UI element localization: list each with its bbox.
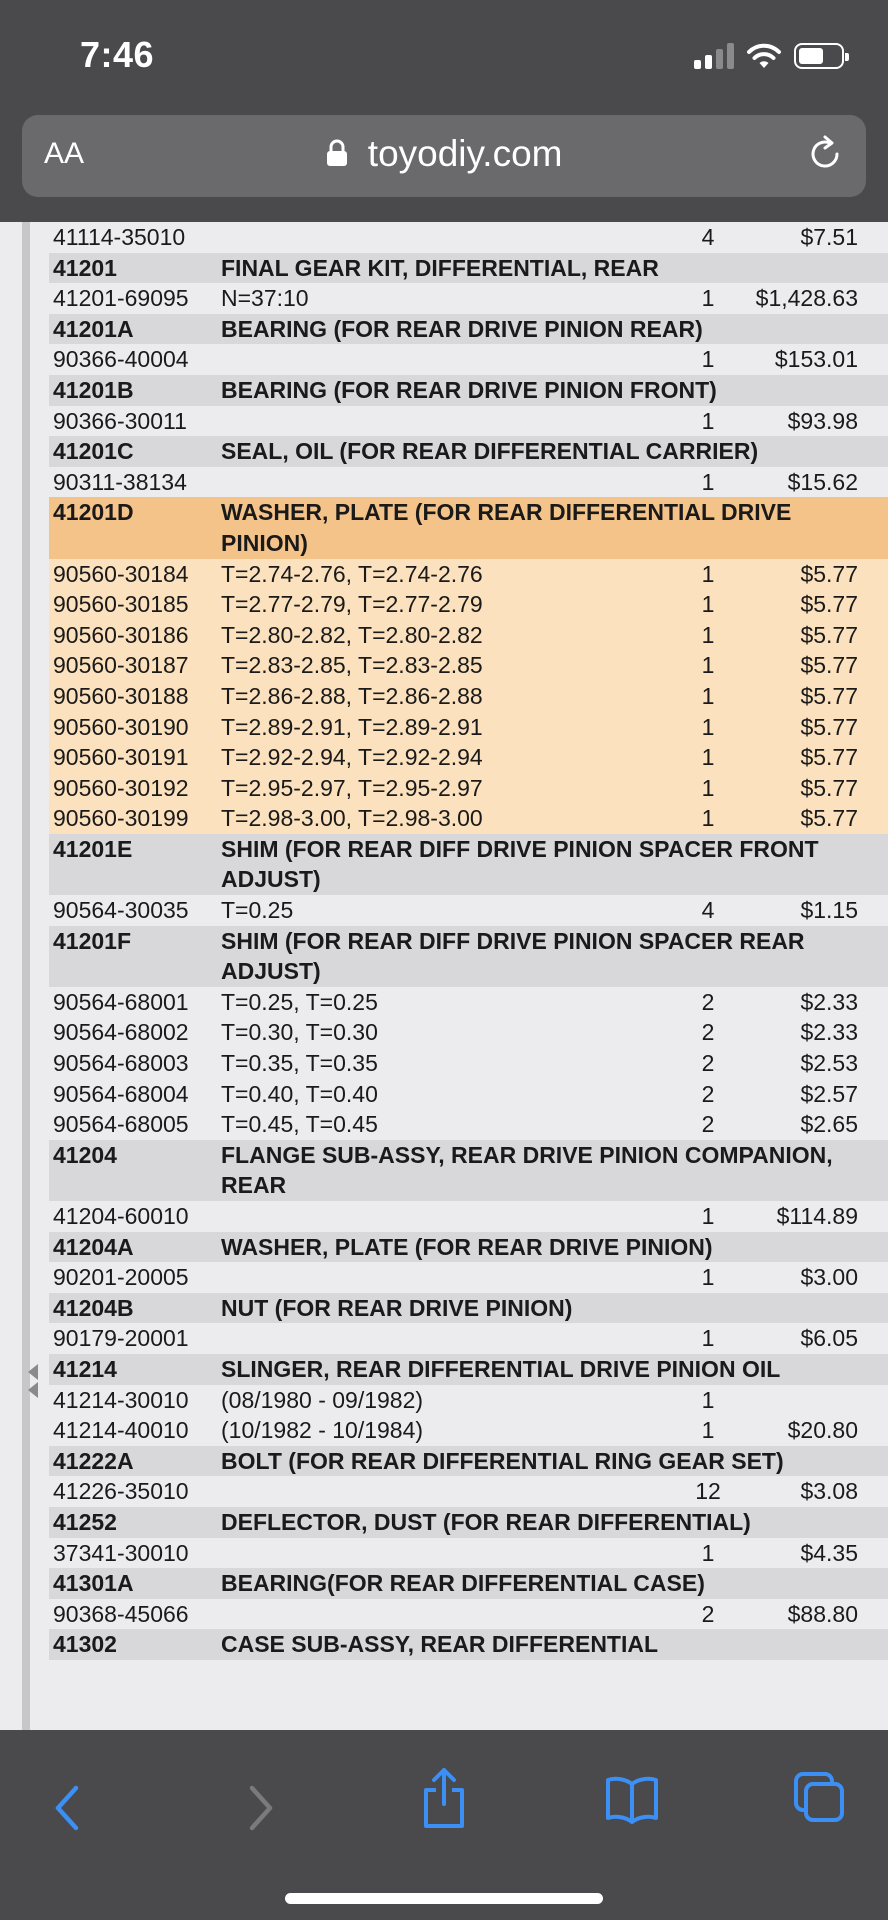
part-description	[221, 1476, 683, 1507]
part-quantity: 1	[701, 1417, 715, 1444]
part-number[interactable]: 41201-69095	[53, 285, 189, 312]
part-row[interactable]	[49, 559, 888, 590]
part-price: $3.00	[800, 1264, 858, 1291]
part-description: T=2.86-2.88, T=2.86-2.88	[221, 682, 483, 709]
part-price: $15.62	[787, 468, 858, 495]
group-description: SLINGER, REAR DIFFERENTIAL DRIVE PINION OIL	[221, 1355, 781, 1382]
part-description: T=0.30, T=0.30	[221, 1019, 378, 1046]
group-description: SHIM (FOR REAR DIFF DRIVE PINION SPACER REAR ADJUST)	[221, 927, 805, 985]
part-description: T=2.74-2.76, T=2.74-2.76	[221, 560, 483, 587]
part-row[interactable]	[49, 222, 888, 253]
group-description: DEFLECTOR, DUST (FOR REAR DIFFERENTIAL)	[221, 1508, 751, 1535]
part-description: T=2.92-2.94, T=2.92-2.94	[221, 744, 483, 771]
part-quantity: 4	[701, 897, 715, 924]
home-indicator	[285, 1893, 603, 1904]
part-price: $5.77	[800, 682, 858, 709]
part-quantity: 1	[701, 1264, 715, 1291]
part-description: T=2.80-2.82, T=2.80-2.82	[221, 621, 483, 648]
group-ref-number: 41252	[53, 1508, 117, 1535]
part-number[interactable]: 90564-68004	[53, 1080, 189, 1107]
group-description: WASHER, PLATE (FOR REAR DRIVE PINION)	[221, 1233, 713, 1260]
group-ref-number: 41201B	[53, 376, 134, 403]
part-quantity: 1	[701, 407, 715, 434]
aa-label: AA	[44, 137, 85, 170]
group-description: BEARING(FOR REAR DIFFERENTIAL CASE)	[221, 1570, 705, 1597]
part-row[interactable]	[49, 773, 888, 804]
lock-icon	[326, 139, 348, 167]
part-row[interactable]	[49, 406, 888, 437]
part-number[interactable]: 90560-30191	[53, 744, 189, 771]
part-quantity: 2	[701, 988, 715, 1015]
reload-icon[interactable]	[804, 133, 846, 175]
part-number[interactable]: 90560-30199	[53, 805, 189, 832]
part-quantity: 1	[701, 468, 715, 495]
part-price: $2.33	[800, 1019, 858, 1046]
group-description: FINAL GEAR KIT, DIFFERENTIAL, REAR	[221, 254, 659, 281]
url-text: toyodiy.com	[367, 133, 563, 174]
part-row[interactable]	[49, 1048, 888, 1079]
part-number[interactable]: 41214-40010	[53, 1417, 189, 1444]
group-description: WASHER, PLATE (FOR REAR DIFFERENTIAL DRIVE PINION)	[221, 499, 792, 556]
part-price	[733, 1385, 888, 1416]
bookmarks-icon[interactable]	[604, 1774, 660, 1824]
part-price: $7.51	[800, 224, 858, 250]
status-bar	[0, 0, 888, 110]
part-row[interactable]	[49, 1262, 888, 1293]
part-description: T=0.25, T=0.25	[221, 988, 378, 1015]
part-number[interactable]: 41226-35010	[53, 1478, 189, 1505]
part-description	[221, 344, 683, 375]
group-ref-number: 41201A	[53, 315, 134, 342]
signal-icon	[694, 43, 734, 69]
group-header-row[interactable]	[49, 926, 888, 987]
part-row[interactable]	[49, 344, 888, 375]
part-price: $5.77	[800, 591, 858, 618]
part-number[interactable]: 90564-68001	[53, 988, 189, 1015]
part-description: T=2.83-2.85, T=2.83-2.85	[221, 652, 483, 679]
group-description: BEARING (FOR REAR DRIVE PINION FRONT)	[221, 376, 717, 403]
part-price: $1,428.63	[755, 285, 858, 312]
part-description	[221, 406, 683, 437]
part-number[interactable]: 90560-30190	[53, 713, 189, 740]
part-row[interactable]	[49, 467, 888, 498]
group-header-row[interactable]	[49, 314, 888, 345]
part-row[interactable]	[49, 712, 888, 743]
part-price: $93.98	[787, 407, 858, 434]
part-price: $5.77	[800, 560, 858, 587]
part-number[interactable]: 90366-30011	[53, 407, 187, 434]
group-ref-number: 41204	[53, 1141, 117, 1168]
part-number[interactable]: 90560-30192	[53, 774, 189, 801]
part-row[interactable]	[49, 1017, 888, 1048]
part-row[interactable]	[49, 987, 888, 1018]
part-price: $5.77	[800, 621, 858, 648]
part-price: $20.80	[787, 1417, 858, 1444]
part-quantity: 4	[701, 224, 715, 250]
left-rail	[0, 222, 30, 1730]
part-description	[221, 1201, 683, 1232]
part-quantity: 2	[701, 1019, 715, 1046]
part-number[interactable]: 90560-30186	[53, 621, 189, 648]
part-quantity: 1	[701, 1539, 715, 1566]
group-ref-number: 41201E	[53, 835, 133, 862]
group-ref-number: 41201D	[53, 499, 134, 526]
part-row[interactable]	[49, 895, 888, 926]
part-price: $5.77	[800, 774, 858, 801]
part-quantity: 1	[701, 713, 715, 740]
part-row[interactable]	[49, 589, 888, 620]
wifi-icon	[746, 42, 782, 70]
part-row[interactable]	[49, 1538, 888, 1569]
group-header-row[interactable]	[49, 436, 888, 467]
tabs-icon[interactable]	[792, 1770, 846, 1824]
part-price: $88.80	[787, 1600, 858, 1627]
group-ref-number: 41222A	[53, 1447, 134, 1474]
part-description: T=0.45, T=0.45	[221, 1111, 378, 1138]
group-header-row[interactable]	[49, 1629, 888, 1660]
part-quantity: 2	[701, 1080, 715, 1107]
part-number[interactable]: 90564-30035	[53, 897, 189, 924]
part-description	[221, 1323, 683, 1354]
status-time: 7:46	[80, 34, 155, 75]
url-field[interactable]	[22, 133, 866, 175]
part-quantity: 1	[701, 591, 715, 618]
group-ref-number: 41201C	[53, 438, 134, 465]
back-icon[interactable]	[48, 1780, 88, 1836]
group-description: SHIM (FOR REAR DIFF DRIVE PINION SPACER FRONT ADJUST)	[221, 835, 819, 893]
part-row[interactable]	[49, 1385, 888, 1416]
group-ref-number: 41301A	[53, 1570, 134, 1597]
group-header-row[interactable]	[49, 834, 888, 895]
group-header-row[interactable]	[49, 1293, 888, 1324]
part-quantity: 1	[701, 1325, 715, 1352]
group-ref-number: 41201F	[53, 927, 132, 954]
address-bar[interactable]	[22, 115, 866, 197]
part-description: (10/1982 - 10/1984)	[221, 1417, 424, 1444]
part-quantity: 2	[701, 1600, 715, 1627]
part-quantity: 1	[701, 744, 715, 771]
part-price: $5.77	[800, 713, 858, 740]
part-number[interactable]: 90311-38134	[53, 468, 187, 495]
part-quantity: 1	[701, 621, 715, 648]
part-price: $1.15	[800, 897, 858, 924]
part-quantity: 1	[701, 682, 715, 709]
part-number[interactable]: 90201-20005	[53, 1264, 189, 1291]
part-price: $2.65	[800, 1111, 858, 1138]
group-header-row[interactable]	[49, 1354, 888, 1385]
part-description	[221, 1599, 683, 1630]
part-number[interactable]: 90560-30188	[53, 682, 189, 709]
share-icon[interactable]	[420, 1764, 468, 1830]
group-description: FLANGE SUB-ASSY, REAR DRIVE PINION COMPANION, REAR	[221, 1141, 833, 1199]
part-number[interactable]: 41204-60010	[53, 1203, 189, 1229]
group-ref-number: 41302	[53, 1631, 117, 1658]
part-quantity: 1	[701, 805, 715, 832]
part-row[interactable]	[49, 803, 888, 834]
part-quantity: 1	[701, 285, 715, 312]
part-price: $2.53	[800, 1050, 858, 1077]
part-quantity: 1	[701, 1203, 715, 1229]
group-ref-number: 41204B	[53, 1294, 134, 1321]
part-row[interactable]	[49, 1476, 888, 1507]
part-quantity: 1	[701, 1386, 715, 1413]
part-description	[221, 1538, 683, 1569]
group-header-row[interactable]	[49, 375, 888, 406]
group-ref-number: 41214	[53, 1355, 117, 1382]
part-number[interactable]: 90564-68002	[53, 1019, 189, 1046]
part-quantity: 1	[701, 774, 715, 801]
group-description: BEARING (FOR REAR DRIVE PINION REAR)	[221, 315, 703, 342]
part-description: (08/1980 - 09/1982)	[221, 1386, 424, 1413]
part-quantity: 1	[701, 346, 715, 373]
group-description: SEAL, OIL (FOR REAR DIFFERENTIAL CARRIER)	[221, 438, 759, 465]
part-description: T=0.40, T=0.40	[221, 1080, 378, 1107]
part-quantity: 1	[701, 652, 715, 679]
part-quantity: 2	[701, 1050, 715, 1077]
part-number[interactable]: 90564-68003	[53, 1050, 189, 1077]
part-row[interactable]	[49, 1109, 888, 1140]
part-description	[221, 222, 683, 253]
part-price: $6.05	[800, 1325, 858, 1352]
group-header-row[interactable]	[49, 497, 888, 558]
page-content[interactable]	[0, 222, 888, 1730]
part-price: $5.77	[800, 805, 858, 832]
part-number[interactable]: 90366-40004	[53, 346, 189, 373]
part-description: T=2.98-3.00, T=2.98-3.00	[221, 805, 483, 832]
part-description: T=2.89-2.91, T=2.89-2.91	[221, 713, 483, 740]
group-description: BOLT (FOR REAR DIFFERENTIAL RING GEAR SET)	[221, 1447, 784, 1474]
part-price: $5.77	[800, 744, 858, 771]
group-header-row[interactable]	[49, 1507, 888, 1538]
forward-icon[interactable]	[240, 1780, 280, 1836]
part-description: T=2.95-2.97, T=2.95-2.97	[221, 774, 483, 801]
part-price: $2.57	[800, 1080, 858, 1107]
part-row[interactable]	[49, 1599, 888, 1630]
part-number[interactable]: 90179-20001	[53, 1325, 189, 1352]
part-price: $3.08	[800, 1478, 858, 1505]
part-row[interactable]	[49, 283, 888, 314]
part-row[interactable]	[49, 1323, 888, 1354]
part-price: $2.33	[800, 988, 858, 1015]
part-row[interactable]	[49, 620, 888, 651]
parts-table	[49, 222, 888, 1660]
browser-toolbar	[0, 1730, 888, 1920]
part-description: T=2.77-2.79, T=2.77-2.79	[221, 591, 483, 618]
part-number[interactable]: 90564-68005	[53, 1111, 189, 1138]
part-price: $4.35	[800, 1539, 858, 1566]
group-ref-number: 41201	[53, 254, 117, 281]
group-description: CASE SUB-ASSY, REAR DIFFERENTIAL	[221, 1631, 659, 1658]
part-row[interactable]	[49, 681, 888, 712]
part-number[interactable]: 41114-35010	[53, 224, 186, 250]
part-price: $5.77	[800, 652, 858, 679]
part-price: $114.89	[776, 1203, 858, 1229]
status-icons	[694, 40, 844, 72]
part-row[interactable]	[49, 742, 888, 773]
part-description: T=0.25	[221, 897, 294, 924]
part-number[interactable]: 90368-45066	[53, 1600, 189, 1627]
group-description: NUT (FOR REAR DRIVE PINION)	[221, 1294, 573, 1321]
part-number[interactable]: 41214-30010	[53, 1386, 189, 1413]
group-header-row[interactable]	[49, 1568, 888, 1599]
part-quantity: 1	[701, 560, 715, 587]
part-row[interactable]	[49, 1201, 888, 1232]
group-header-row[interactable]	[49, 253, 888, 284]
group-ref-number: 41204A	[53, 1233, 134, 1260]
part-row[interactable]	[49, 1415, 888, 1446]
group-header-row[interactable]	[49, 1232, 888, 1263]
part-number[interactable]: 37341-30010	[53, 1539, 189, 1566]
part-description	[221, 1262, 683, 1293]
part-row[interactable]	[49, 650, 888, 681]
part-quantity: 12	[695, 1478, 721, 1505]
part-number[interactable]: 90560-30185	[53, 591, 189, 618]
part-quantity: 2	[701, 1111, 715, 1138]
part-description	[221, 467, 683, 498]
battery-icon	[794, 43, 844, 69]
part-description: N=37:10	[221, 285, 309, 312]
part-row[interactable]	[49, 1079, 888, 1110]
part-price: $153.01	[774, 346, 858, 373]
collapse-handle-icon[interactable]	[26, 1362, 42, 1400]
part-description: T=0.35, T=0.35	[221, 1050, 378, 1077]
group-header-row[interactable]	[49, 1140, 888, 1201]
part-number[interactable]: 90560-30184	[53, 560, 189, 587]
part-number[interactable]: 90560-30187	[53, 652, 189, 679]
group-header-row[interactable]	[49, 1446, 888, 1477]
